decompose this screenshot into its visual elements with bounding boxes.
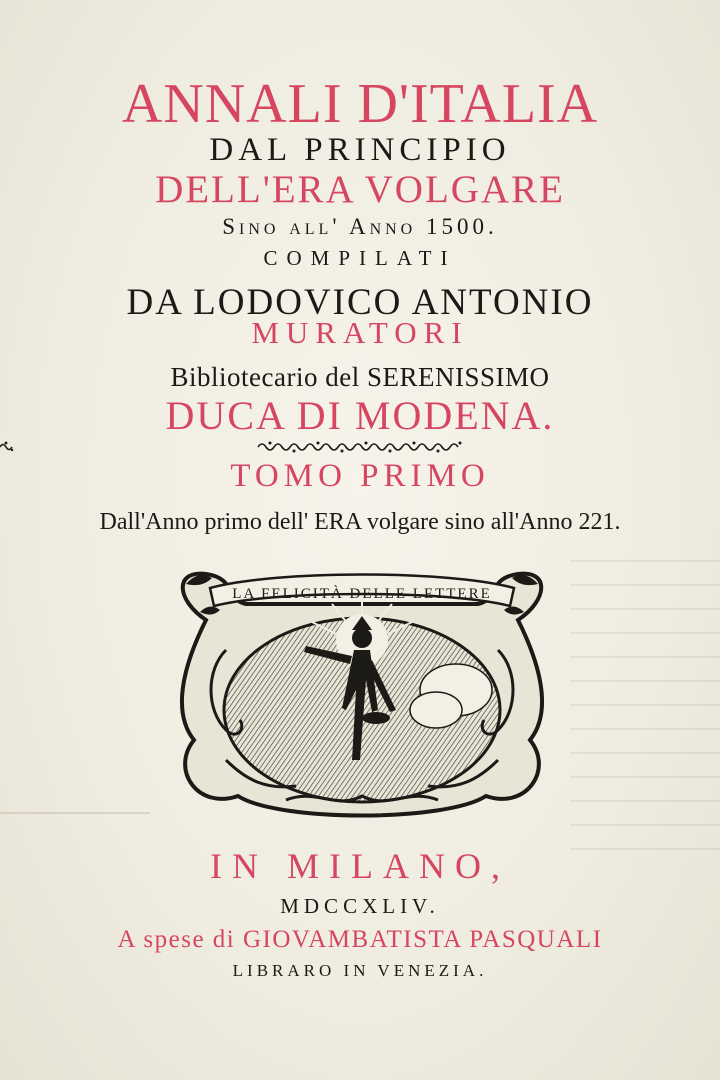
- minerva-vignette-icon: [166, 560, 558, 828]
- author-surname: MURATORI: [251, 315, 469, 350]
- volume-range: Dall'Anno primo dell' ERA volgare sino all'Anno 221.: [99, 509, 621, 535]
- imprint-year: MDCCXLIV.: [280, 894, 440, 918]
- paper-crease: [0, 812, 150, 814]
- author-role: Bibliotecario del SERENISSIMO: [170, 362, 550, 392]
- fleuron-rule-icon: [0, 440, 720, 454]
- volume-title: TOMO PRIMO: [230, 458, 490, 494]
- imprint-city: IN MILANO,: [210, 846, 510, 886]
- subtitle-era-volgare: DELL'ERA VOLGARE: [155, 168, 565, 211]
- compilati-line: COMPILATI: [263, 246, 457, 270]
- subtitle-dal-principio: DAL PRINCIPIO: [209, 132, 511, 168]
- bookseller-line: LIBRARO IN VENEZIA.: [232, 961, 488, 980]
- subtitle-sino-anno: [0, 215, 720, 238]
- sino-anno-text: Sino all' Anno 1500.: [222, 214, 498, 239]
- publisher-line: A spese di GIOVAMBATISTA PASQUALI: [117, 926, 603, 953]
- bleed-through-text: [570, 560, 720, 860]
- vignette-motto: LA FELICITÀ DELLE LETTERE: [232, 586, 492, 602]
- author-first-names: DA LODOVICO ANTONIO: [126, 282, 594, 323]
- main-title: ANNALI D'ITALIA: [121, 73, 599, 135]
- duke-title: DUCA DI MODENA.: [165, 393, 555, 438]
